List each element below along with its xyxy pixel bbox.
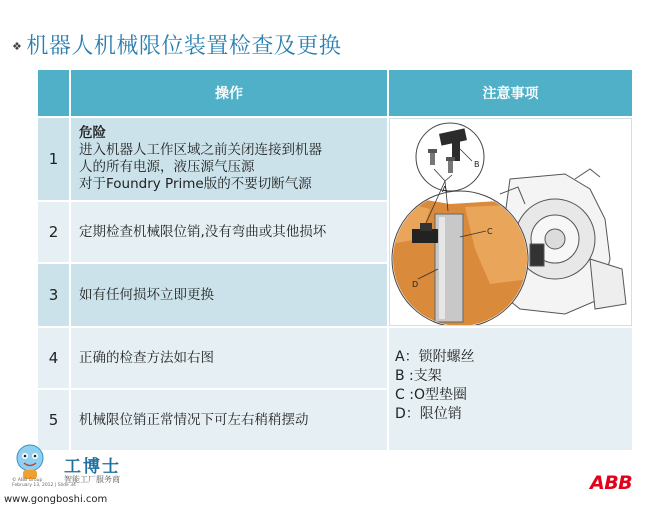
title-text: 机器人机械限位装置检查及更换: [26, 33, 342, 59]
row-number: 4: [38, 328, 69, 388]
bullet-icon: ❖: [12, 39, 23, 53]
row-text-line: 对于Foundry Prime版的不要切断气源: [79, 176, 312, 192]
header-number: [38, 70, 69, 116]
label-b: B: [474, 160, 480, 169]
table-row: [71, 202, 387, 262]
website-url: www.gongboshi.com: [4, 494, 108, 505]
stop-pin-diagram: [389, 118, 632, 326]
row-text: 定期检查机械限位销,没有弯曲或其他损坏: [79, 223, 327, 240]
header-notes: 注意事项: [389, 70, 632, 116]
page-title: [12, 28, 341, 60]
table-row: [71, 390, 387, 450]
header-operation: 操作: [71, 70, 387, 116]
legend-item: A：锁附螺丝: [395, 349, 475, 365]
row-text-line: 进入机器人工作区域之前关闭连接到机器: [79, 142, 322, 158]
abb-logo: ABB: [590, 472, 633, 494]
slide-info-line: February 13, 2012 | Slide 34: [12, 483, 76, 488]
row-text: 正确的检查方法如右图: [79, 349, 214, 366]
diagram-svg: [390, 119, 632, 326]
brand-subtitle: 智能工厂服务商: [64, 475, 120, 484]
brand-name: 工博士: [64, 457, 121, 477]
table-row: [71, 118, 387, 200]
row-text-line: 人的所有电源，液压源气压源: [79, 159, 255, 175]
row-number: 5: [38, 390, 69, 450]
mascot-logo: [12, 442, 48, 480]
label-d: D: [412, 280, 419, 289]
copyright-note: [12, 478, 76, 488]
label-a: A: [442, 185, 448, 194]
table-row: [71, 264, 387, 326]
table-row: [71, 328, 387, 388]
label-c: C: [487, 227, 493, 236]
inspection-table: [38, 70, 632, 450]
legend-item: C :O型垫圈: [395, 387, 467, 403]
row-number: 2: [38, 202, 69, 262]
copyright-line: © ABB Group: [12, 478, 43, 483]
legend-item: B :支架: [395, 368, 442, 384]
row-text: 机械限位销正常情况下可左右稍稍摆动: [79, 411, 309, 428]
danger-label: 危险: [79, 125, 106, 141]
row-number: 1: [38, 118, 69, 200]
legend-item: D：限位销: [395, 406, 462, 422]
row-number: 3: [38, 264, 69, 326]
row-text: 如有任何损坏立即更换: [79, 286, 214, 303]
parts-legend: [389, 328, 632, 450]
